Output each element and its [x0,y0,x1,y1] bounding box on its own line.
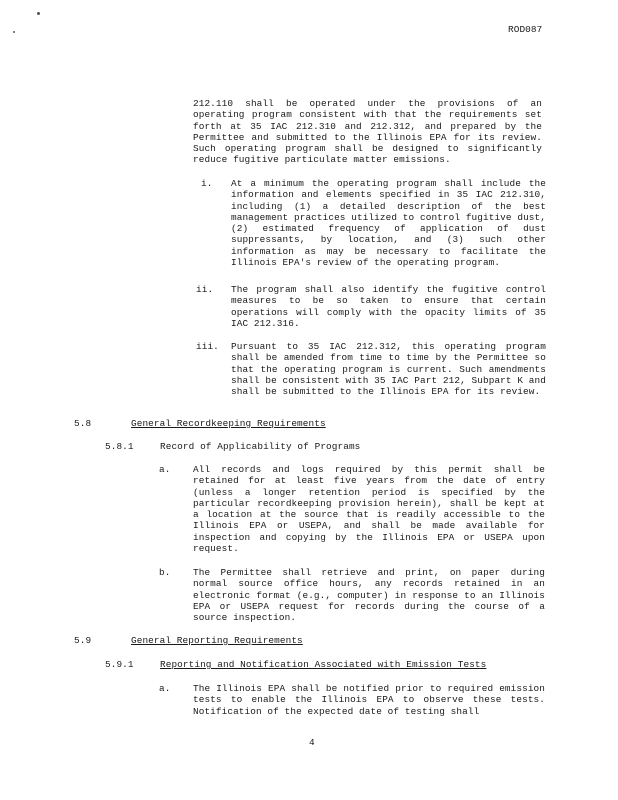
section-number: 5.8 [74,418,92,429]
item-marker: iii. [196,341,219,352]
item-text: All records and logs required by this permit shall be retained for at least five years from the date of entry (unless a longer retention period is specified by the particular recordkeeping provision herein), shall be kept at a location at the source that is readily accessible to the Illinois EPA or USEPA, and shall be made available for inspection and copying by the Illinois EPA or USEPA upon request. [193,464,545,555]
subsection-number: 5.9.1 [105,659,134,670]
subsection-title: Record of Applicability of Programs [160,441,361,452]
item-text: The Illinois EPA shall be notified prior to required emission tests to enable the Illinois EPA to observe these tests. Notification of the expected date of testing shall [193,683,545,717]
section-title: General Recordkeeping Requirements [131,418,326,429]
item-text: Pursuant to 35 IAC 212.312, this operating program shall be amended from time to time by the Permittee so that the operating program is current. Such amendments shall be consistent with 35 IAC Part 212, Subpart K and shall be submitted to the Illinois EPA for its review. [231,341,546,398]
item-marker: ii. [196,284,214,295]
section-title: General Reporting Requirements [131,635,303,646]
scan-speck [13,31,15,33]
item-text: The program shall also identify the fugitive control measures to be so taken to ensure that certain operations will comply with the opacity limits of 35 IAC 212.316. [231,284,546,329]
section-number: 5.9 [74,635,92,646]
item-marker: a. [159,464,171,475]
subsection-title: Reporting and Notification Associated with Emission Tests [160,659,487,670]
scan-speck [37,12,40,15]
item-marker: b. [159,567,171,578]
item-text: At a minimum the operating program shall include the information and elements specified in 35 IAC 212.310, including (1) a detailed description of the best management practices utilized to control fugitive dust, (2) estimated frequency of application of dust suppressants, by location, and (3) such other information as may be necessary to facilitate the Illinois EPA's review of the operating program. [231,178,546,269]
item-marker: i. [201,178,213,189]
item-text: The Permittee shall retrieve and print, on paper during normal source office hours, any records retained in an electronic format (e.g., computer) in response to an Illinois EPA or USEPA request for records during the course of a source inspection. [193,567,545,624]
subsection-number: 5.8.1 [105,441,134,452]
item-marker: a. [159,683,171,694]
document-id: ROD087 [508,24,543,35]
intro-paragraph: 212.110 shall be operated under the provisions of an operating program consistent with that the requirements set forth at 35 IAC 212.310 and 212.312, and prepared by the Permittee and submitted to the Illinois EPA for its review. Such operating program shall be designed to significantly reduce fugitive particulate matter emissions. [193,98,542,166]
page-number: 4 [309,737,315,748]
